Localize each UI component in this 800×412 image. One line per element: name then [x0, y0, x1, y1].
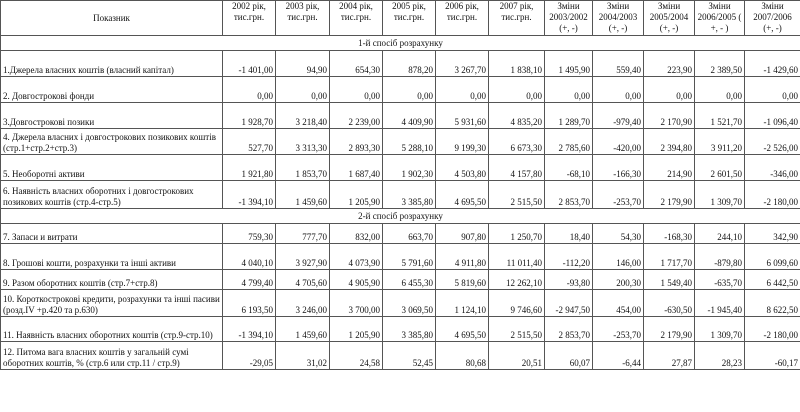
value-cell: 2 515,50 [489, 181, 545, 209]
value-cell: 60,07 [545, 342, 593, 370]
value-cell: 1 205,90 [330, 181, 383, 209]
value-cell: 24,58 [330, 342, 383, 370]
value-cell: 1 717,70 [644, 244, 695, 270]
value-cell: 4 040,10 [223, 244, 276, 270]
value-cell: 214,90 [644, 155, 695, 181]
header-cell: Зміни 2003/2002 (+, -) [545, 1, 593, 36]
value-cell: -2 526,00 [745, 129, 800, 155]
value-cell: -253,70 [593, 181, 644, 209]
value-cell: -2 180,00 [745, 181, 800, 209]
value-cell: 54,30 [593, 224, 644, 244]
row-label: 3.Довгострокові позики [1, 103, 223, 129]
value-cell: 1 549,40 [644, 270, 695, 290]
value-cell: 1 521,70 [695, 103, 745, 129]
value-cell: 1 853,70 [276, 155, 330, 181]
value-cell: 0,00 [330, 77, 383, 103]
value-cell: 4 835,20 [489, 103, 545, 129]
value-cell: 11 011,40 [489, 244, 545, 270]
value-cell: 1 459,60 [276, 181, 330, 209]
value-cell: 3 246,00 [276, 290, 330, 317]
value-cell: 0,00 [383, 77, 436, 103]
value-cell: 342,90 [745, 224, 800, 244]
row-label: 10. Короткострокові кредити, розрахунки та інші пасиви (розд.IV +р.420 та р.630) [1, 290, 223, 317]
value-cell: -635,70 [695, 270, 745, 290]
section-title: 1-й спосіб розрахунку [1, 36, 800, 51]
value-cell: -1 945,40 [695, 290, 745, 317]
table-row [1, 129, 800, 155]
row-label: 12. Питома вага власних коштів у загальній сумі оборотних коштів, % (стр.6 или стр.11 / стр.9) [1, 342, 223, 370]
value-cell: -6,44 [593, 342, 644, 370]
value-cell: 1 902,30 [383, 155, 436, 181]
value-cell: 9 199,30 [436, 129, 489, 155]
value-cell: 52,45 [383, 342, 436, 370]
row-label: 11. Наявність власних оборотних коштів (стр.9-стр.10) [1, 317, 223, 342]
value-cell: -979,40 [593, 103, 644, 129]
value-cell: 5 288,10 [383, 129, 436, 155]
section-row [1, 36, 800, 51]
value-cell: 6 455,30 [383, 270, 436, 290]
value-cell: -1 394,10 [223, 317, 276, 342]
row-label: 9. Разом оборотних коштів (стр.7+стр.8) [1, 270, 223, 290]
table-row [1, 103, 800, 129]
value-cell: 5 931,60 [436, 103, 489, 129]
header-cell: 2007 рік, тис.грн. [489, 1, 545, 36]
value-cell: 5 819,60 [436, 270, 489, 290]
header-cell: 2004 рік, тис.грн. [330, 1, 383, 36]
value-cell: 0,00 [644, 77, 695, 103]
value-cell: -420,00 [593, 129, 644, 155]
header-cell: Зміни 2007/2006 (+, -) [745, 1, 800, 36]
value-cell: 0,00 [276, 77, 330, 103]
table-row [1, 317, 800, 342]
value-cell: 146,00 [593, 244, 644, 270]
value-cell: 27,87 [644, 342, 695, 370]
row-label: 2. Довгострокові фонди [1, 77, 223, 103]
value-cell: 3 700,00 [330, 290, 383, 317]
section-row [1, 209, 800, 224]
value-cell: 31,02 [276, 342, 330, 370]
value-cell: 6 099,60 [745, 244, 800, 270]
value-cell: 5 791,60 [383, 244, 436, 270]
value-cell: -60,17 [745, 342, 800, 370]
value-cell: 454,00 [593, 290, 644, 317]
table-row [1, 290, 800, 317]
value-cell: -166,30 [593, 155, 644, 181]
value-cell: -93,80 [545, 270, 593, 290]
header-cell: Показник [1, 1, 223, 36]
row-label: 5. Необоротні активи [1, 155, 223, 181]
value-cell: 0,00 [489, 77, 545, 103]
value-cell: 18,40 [545, 224, 593, 244]
row-label: 1.Джерела власних коштів (власний капітал) [1, 51, 223, 77]
value-cell: 1 838,10 [489, 51, 545, 77]
table-row [1, 244, 800, 270]
value-cell: 1 495,90 [545, 51, 593, 77]
value-cell: 3 927,90 [276, 244, 330, 270]
value-cell: 559,40 [593, 51, 644, 77]
value-cell: 3 385,80 [383, 317, 436, 342]
value-cell: 832,00 [330, 224, 383, 244]
value-cell: 1 250,70 [489, 224, 545, 244]
table-row [1, 77, 800, 103]
header-cell: Зміни 2006/2005 ( +, - ) [695, 1, 745, 36]
value-cell: 80,68 [436, 342, 489, 370]
value-cell: -630,50 [644, 290, 695, 317]
header-cell: 2006 рік, тис.грн. [436, 1, 489, 36]
value-cell: -112,20 [545, 244, 593, 270]
value-cell: 1 205,90 [330, 317, 383, 342]
value-cell: 1 309,70 [695, 317, 745, 342]
value-cell: 6 442,50 [745, 270, 800, 290]
value-cell: 1 928,70 [223, 103, 276, 129]
value-cell: 4 073,90 [330, 244, 383, 270]
value-cell: 4 157,80 [489, 155, 545, 181]
value-cell: 3 385,80 [383, 181, 436, 209]
value-cell: 1 459,60 [276, 317, 330, 342]
table-row [1, 224, 800, 244]
value-cell: 94,90 [276, 51, 330, 77]
value-cell: 2 239,00 [330, 103, 383, 129]
value-cell: 0,00 [436, 77, 489, 103]
value-cell: 12 262,10 [489, 270, 545, 290]
value-cell: 2 515,50 [489, 317, 545, 342]
value-cell: 4 503,80 [436, 155, 489, 181]
value-cell: 3 267,70 [436, 51, 489, 77]
value-cell: 527,70 [223, 129, 276, 155]
table-row [1, 181, 800, 209]
value-cell: 6 673,30 [489, 129, 545, 155]
value-cell: 3 069,50 [383, 290, 436, 317]
value-cell: -879,80 [695, 244, 745, 270]
row-label: 4. Джерела власних і довгострокових позикових коштів (стр.1+стр.2+стр.3) [1, 129, 223, 155]
row-label: 8. Грошові кошти, розрахунки та інші активи [1, 244, 223, 270]
value-cell: -1 429,60 [745, 51, 800, 77]
value-cell: 1 921,80 [223, 155, 276, 181]
value-cell: 1 124,10 [436, 290, 489, 317]
value-cell: -1 096,40 [745, 103, 800, 129]
header-cell: 2003 рік, тис.грн. [276, 1, 330, 36]
value-cell: 2 170,90 [644, 103, 695, 129]
value-cell: 2 785,60 [545, 129, 593, 155]
value-cell: -253,70 [593, 317, 644, 342]
header-row [1, 1, 800, 36]
value-cell: 777,70 [276, 224, 330, 244]
value-cell: 2 179,90 [644, 317, 695, 342]
value-cell: -168,30 [644, 224, 695, 244]
value-cell: 878,20 [383, 51, 436, 77]
table-row [1, 342, 800, 370]
value-cell: 2 394,80 [644, 129, 695, 155]
value-cell: -1 394,10 [223, 181, 276, 209]
value-cell: 223,90 [644, 51, 695, 77]
value-cell: -346,00 [745, 155, 800, 181]
value-cell: 4 799,40 [223, 270, 276, 290]
value-cell: 1 289,70 [545, 103, 593, 129]
value-cell: 2 853,70 [545, 317, 593, 342]
value-cell: 28,23 [695, 342, 745, 370]
value-cell: 8 622,50 [745, 290, 800, 317]
value-cell: 1 687,40 [330, 155, 383, 181]
value-cell: 3 313,30 [276, 129, 330, 155]
table-row [1, 155, 800, 181]
header-cell: Зміни 2005/2004 (+, -) [644, 1, 695, 36]
header-cell: 2005 рік, тис.грн. [383, 1, 436, 36]
table-row [1, 51, 800, 77]
value-cell: 2 853,70 [545, 181, 593, 209]
value-cell: 654,30 [330, 51, 383, 77]
row-label: 6. Наявність власних оборотних і довгострокових позикових коштів (стр.4-стр.5) [1, 181, 223, 209]
value-cell: 4 905,90 [330, 270, 383, 290]
value-cell: 907,80 [436, 224, 489, 244]
value-cell: 0,00 [545, 77, 593, 103]
value-cell: 4 695,50 [436, 181, 489, 209]
value-cell: 6 193,50 [223, 290, 276, 317]
value-cell: 759,30 [223, 224, 276, 244]
value-cell: 9 746,60 [489, 290, 545, 317]
value-cell: 0,00 [223, 77, 276, 103]
value-cell: 0,00 [695, 77, 745, 103]
value-cell: -29,05 [223, 342, 276, 370]
value-cell: -2 180,00 [745, 317, 800, 342]
value-cell: 244,10 [695, 224, 745, 244]
value-cell: 2 601,50 [695, 155, 745, 181]
value-cell: 4 705,60 [276, 270, 330, 290]
value-cell: 200,30 [593, 270, 644, 290]
table-row [1, 270, 800, 290]
value-cell: 20,51 [489, 342, 545, 370]
value-cell: 0,00 [593, 77, 644, 103]
value-cell: 4 409,90 [383, 103, 436, 129]
table-body [1, 1, 800, 370]
value-cell: 0,00 [745, 77, 800, 103]
header-cell: 2002 рік, тис.грн. [223, 1, 276, 36]
value-cell: -68,10 [545, 155, 593, 181]
value-cell: 4 695,50 [436, 317, 489, 342]
row-label: 7. Запаси и витрати [1, 224, 223, 244]
value-cell: -1 401,00 [223, 51, 276, 77]
value-cell: 2 893,30 [330, 129, 383, 155]
value-cell: 2 389,50 [695, 51, 745, 77]
value-cell: 3 218,40 [276, 103, 330, 129]
section-title: 2-й спосіб розрахунку [1, 209, 800, 224]
value-cell: 663,70 [383, 224, 436, 244]
value-cell: 4 911,80 [436, 244, 489, 270]
header-cell: Зміни 2004/2003 (+, -) [593, 1, 644, 36]
value-cell: 1 309,70 [695, 181, 745, 209]
value-cell: 3 911,20 [695, 129, 745, 155]
value-cell: 2 179,90 [644, 181, 695, 209]
value-cell: -2 947,50 [545, 290, 593, 317]
